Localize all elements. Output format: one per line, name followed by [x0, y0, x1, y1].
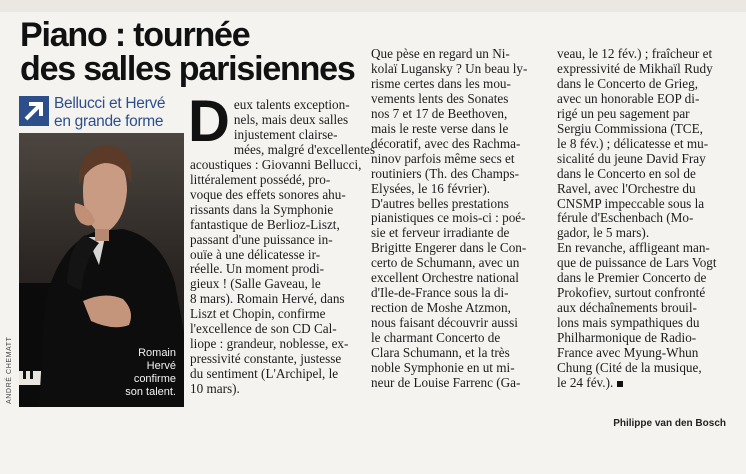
text-line: injustement clairse- [233, 126, 338, 142]
text-line: aux déchaînements brouil- [557, 300, 697, 316]
text-line: gador, le 5 mars). [557, 225, 650, 241]
text-line: décoratif, avec des Rachma- [371, 135, 521, 151]
text-line: d'Ile-de-France sous la di- [371, 285, 509, 301]
text-line: routiniers (Th. des Champs- [371, 165, 519, 181]
text-line: l'excellence de son CD Cal- [190, 321, 337, 337]
text-line: certo de Schumann, avec un [371, 255, 520, 271]
text-line: dans le Concerto de Grieg, [557, 75, 698, 91]
text-line: noble Symphonie en ut mi- [371, 360, 515, 376]
photo-credit: ANDRÉ CHEMATT [6, 336, 13, 404]
text-line: Clara Schumann, et la très [371, 345, 510, 361]
text-line: Que pèse en regard un Ni- [371, 46, 510, 61]
text-line: nous faisant découvrir aussi [371, 315, 518, 331]
caption-line: confirme [133, 373, 176, 385]
text-line: acoustiques : Giovanni Bellucci, [190, 156, 362, 172]
text-line: pianistiques ce mois-ci : poé- [371, 210, 526, 226]
text-line: Brigitte Engerer dans le Con- [371, 240, 527, 256]
text-line: littéralement possédé, pro- [190, 171, 331, 187]
text-line: sie et ferveur irradiante de [371, 225, 510, 241]
text-line: ouïe à une délicatesse ir- [190, 246, 321, 262]
text-line: vements lents des Sonates [371, 90, 509, 106]
text-line: ninov parfois même secs et [371, 150, 515, 166]
text-line: le charmant Concerto de [371, 330, 501, 346]
text-line: fantastique de Berlioz-Liszt, [190, 216, 340, 232]
author-signature: Philippe van den Bosch [613, 418, 726, 429]
text-fragment: le 24 fév.). [557, 374, 614, 390]
text-line: rissants dans la Symphonie [190, 201, 334, 217]
text-line: excellent Orchestre national [371, 270, 519, 286]
title-line-2: des salles parisiennes [20, 50, 355, 88]
arrow-icon [19, 96, 49, 126]
text-line: mées, malgré d'excellentes [233, 141, 376, 157]
text-line: férule d'Eschenbach (Mo- [557, 210, 694, 226]
text-line: 8 mars). Romain Hervé, dans [190, 291, 345, 307]
text-line: sicalité du jeune David Fray [557, 150, 706, 166]
text-line: 10 mars). [190, 381, 240, 397]
text-line: Elysées, le 16 février). [371, 180, 491, 196]
text-line: Chung (Cité de la musique, [557, 360, 702, 376]
text-line: CNSMP impeccable sous la [557, 195, 705, 211]
text-line: nos 7 et 17 de Beethoven, [371, 105, 508, 121]
text-line: Ravel, avec l'Orchestre du [557, 180, 696, 196]
text-line: du sentiment (L'Archipel, le [190, 366, 339, 382]
caption-line: son talent. [125, 386, 176, 398]
text-line: le 8 fév.) ; délicatesse et mu- [557, 135, 709, 151]
text-line [557, 376, 727, 391]
caption-line: Hervé [146, 360, 176, 372]
article-kicker [54, 95, 165, 131]
text-line: réelle. Un moment prodi- [190, 261, 325, 277]
text-line: liope : grandeur, noblesse, ex- [190, 336, 349, 352]
text-line: rigé un peu sagement par [557, 105, 690, 121]
previous-article-strip [0, 0, 746, 12]
pianist-photo [19, 133, 184, 407]
text-line: neur de Louise Farrenc (Ga- [371, 374, 521, 390]
text-line: que de puissance de Lars Vogt [557, 255, 717, 271]
text-line: eux talents exception- [233, 97, 350, 112]
text-line: lons mais sympathiques du [557, 315, 700, 331]
text-line: Sergiu Commissiona (TCE, [557, 120, 703, 136]
text-line: Philharmonique de Radio- [557, 330, 697, 346]
photo-caption [96, 347, 176, 399]
text-line: voque des effets sonores ahu- [190, 186, 346, 202]
text-line: risme certes dans les mou- [371, 75, 511, 91]
text-line: France avec Myung-Whun [557, 345, 699, 361]
article-title [20, 18, 355, 86]
text-line: veau, le 12 fév.) ; fraîcheur et [557, 46, 713, 61]
caption-line: Romain [138, 347, 176, 359]
text-line: rection de Moshe Atzmon, [371, 300, 511, 316]
text-line: D'autres belles prestations [371, 195, 509, 211]
drop-cap: D [188, 89, 230, 154]
text-line: pressivité constante, justesse [190, 351, 342, 367]
text-column-3 [557, 47, 727, 391]
text-line: expressivité de Mikhaïl Rudy [557, 60, 713, 76]
text-line: mais le reste verse dans le [371, 120, 509, 136]
kicker-line-1: Bellucci et Hervé [54, 95, 166, 112]
text-line: dans le Concerto en sol de [557, 165, 696, 181]
text-line: Prokofiev, surtout confronté [557, 285, 706, 301]
text-line: kolaï Lugansky ? Un beau ly- [371, 60, 528, 76]
text-line: dans le Premier Concerto de [557, 270, 707, 286]
text-line: En revanche, affligeant man- [557, 240, 710, 256]
text-line: passant d'une puissance in- [190, 231, 333, 247]
text-column-2 [371, 47, 541, 391]
kicker-line-2: en grande forme [54, 113, 164, 130]
text-line: nels, mais deux salles [233, 111, 349, 127]
end-mark-icon [617, 381, 623, 387]
text-line: Liszt et Chopin, confirme [190, 306, 326, 322]
text-line: avec un honorable EOP di- [557, 90, 700, 106]
title-line-1: Piano : tournée [20, 16, 250, 54]
text-column-1 [188, 89, 376, 397]
text-line: gieux ! (Salle Gaveau, le [190, 276, 321, 292]
